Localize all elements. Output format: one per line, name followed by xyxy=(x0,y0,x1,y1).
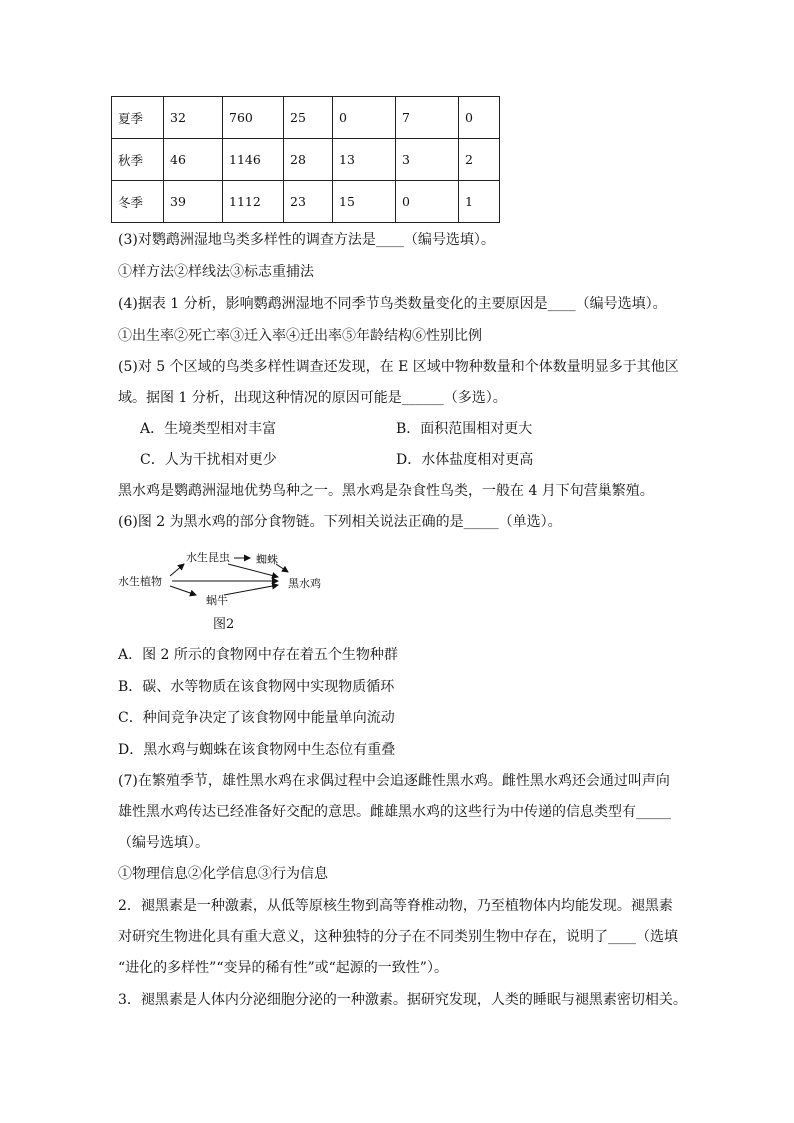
value-cell: 25 xyxy=(284,97,333,139)
value-cell: 13 xyxy=(333,139,396,181)
value-cell: 1112 xyxy=(223,181,284,223)
question-3-options: ①样方法②样线法③标志重捕法 xyxy=(118,264,314,280)
node-moorhen: 黑水鸡 xyxy=(288,577,321,590)
value-cell: 15 xyxy=(333,181,396,223)
value-cell: 28 xyxy=(284,139,333,181)
value-cell: 0 xyxy=(333,97,396,139)
node-aquatic-insect: 水生昆虫 xyxy=(186,551,230,564)
table-row xyxy=(112,97,500,139)
question-4-options: ①出生率②死亡率③迁入率④迁出率⑤年龄结构⑥性别比例 xyxy=(118,328,482,344)
bird-count-table xyxy=(111,96,500,223)
question-2-line-3: “进化的多样性”“变异的稀有性”或“起源的一致性”）。 xyxy=(118,960,448,976)
moorhen-intro: 黑水鸡是鹦鹉洲湿地优势鸟种之一。黑水鸡是杂食性鸟类，一般在 4 月下旬营巢繁殖。 xyxy=(118,483,654,499)
value-cell: 39 xyxy=(164,181,223,223)
value-cell: 1 xyxy=(459,181,500,223)
node-spider: 蜘蛛 xyxy=(256,553,278,566)
question-6-option-a: A．图 2 所示的食物网中存在着五个生物种群 xyxy=(118,647,398,663)
value-cell: 46 xyxy=(164,139,223,181)
value-cell: 2 xyxy=(459,139,500,181)
question-7-line-3: （编号选填）。 xyxy=(118,835,209,851)
node-snail: 蜗牛 xyxy=(206,594,228,607)
table-row xyxy=(112,181,500,223)
question-6-text: (6)图 2 为黑水鸡的部分食物链。下列相关说法正确的是_____（单选）。 xyxy=(118,514,562,530)
question-5-line-1: (5)对 5 个区域的鸟类多样性调查还发现，在 E 区域中物种数量和个体数量明显多于其他区 xyxy=(118,359,679,375)
node-aquatic-plant: 水生植物 xyxy=(118,575,162,588)
question-7-line-2: 雄性黑水鸡传达已经准备好交配的意思。雌雄黑水鸡的这些行为中传递的信息类型有_____ xyxy=(118,804,671,820)
question-2-line-2: 对研究生物进化具有重大意义，这种独特的分子在不同类别生物中存在，说明了____（选填 xyxy=(118,929,678,945)
question-4-text: (4)据表 1 分析，影响鹦鹉洲湿地不同季节鸟类数量变化的主要原因是____（编号选填）。 xyxy=(118,296,667,312)
season-cell: 冬季 xyxy=(112,181,164,223)
season-cell: 秋季 xyxy=(112,139,164,181)
question-6-option-d: D．黑水鸡与蜘蛛在该食物网中生态位有重叠 xyxy=(118,742,396,758)
value-cell: 1146 xyxy=(223,139,284,181)
question-5-line-2: 域。据图 1 分析，出现这种情况的原因可能是______（多选）。 xyxy=(118,390,507,406)
value-cell: 3 xyxy=(396,139,459,181)
value-cell: 32 xyxy=(164,97,223,139)
question-5-option-d: D．水体盐度相对更高 xyxy=(396,452,534,468)
question-2-line-1: 2．褪黑素是一种激素，从低等原核生物到高等脊椎动物，乃至植物体内均能发现。褪黑素 xyxy=(118,898,673,914)
value-cell: 760 xyxy=(223,97,284,139)
figure-2-caption: 图2 xyxy=(213,617,235,632)
question-5-option-c: C．人为干扰相对更少 xyxy=(140,452,277,468)
value-cell: 7 xyxy=(396,97,459,139)
question-5-option-a: A．生境类型相对丰富 xyxy=(140,421,277,437)
value-cell: 0 xyxy=(396,181,459,223)
question-7-line-1: (7)在繁殖季节，雄性黑水鸡在求偶过程中会追逐雌性黑水鸡。雌性黑水鸡还会通过叫声向 xyxy=(118,773,670,789)
question-6-option-c: C．种间竞争决定了该食物网中能量单向流动 xyxy=(118,710,395,726)
season-cell: 夏季 xyxy=(112,97,164,139)
arrow-plant-to-snail xyxy=(170,586,196,595)
question-6-option-b: B．碳、水等物质在该食物网中实现物质循环 xyxy=(118,679,395,695)
question-3-text: (3)对鹦鹉洲湿地鸟类多样性的调查方法是____（编号选填）。 xyxy=(118,232,495,248)
question-5-option-b: B．面积范围相对更大 xyxy=(396,421,533,437)
value-cell: 0 xyxy=(459,97,500,139)
table-row xyxy=(112,139,500,181)
arrow-snail-to-moorhen xyxy=(224,585,278,595)
question-7-options: ①物理信息②化学信息③行为信息 xyxy=(118,866,328,882)
arrow-plant-to-insect xyxy=(170,564,184,576)
value-cell: 23 xyxy=(284,181,333,223)
question-3-melatonin-line-1: 3．褪黑素是人体内分泌细胞分泌的一种激素。据研究发现，人类的睡眠与褪黑素密切相关。 xyxy=(118,992,687,1008)
